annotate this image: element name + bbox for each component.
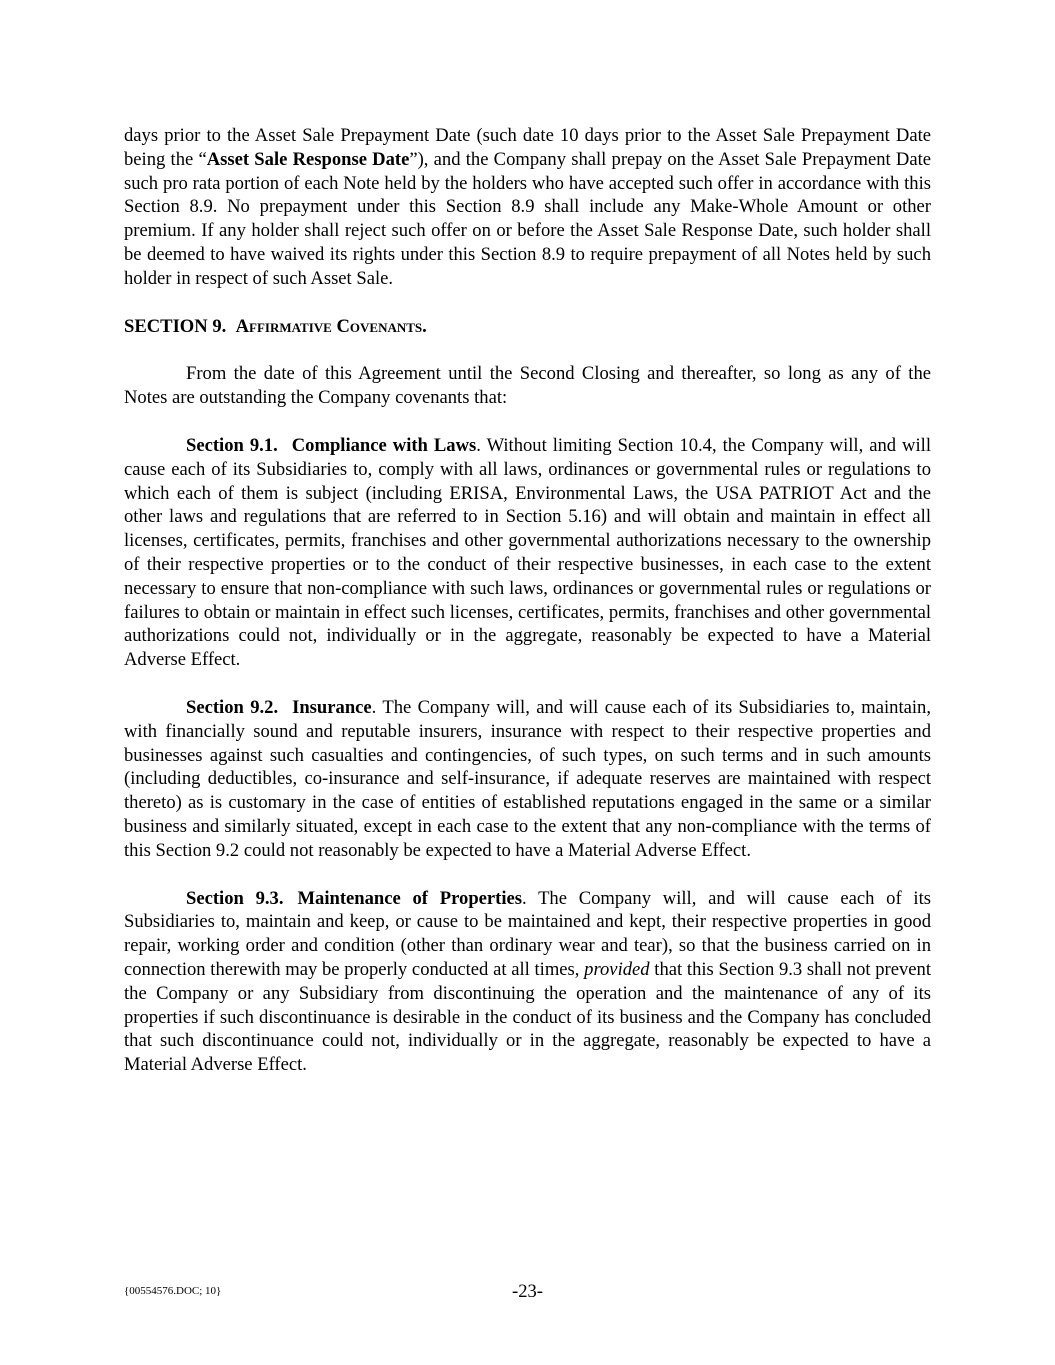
intro-paragraph: From the date of this Agreement until the Second Closing and thereafter, so long as any of the Notes are outstanding the Company covenants that: <box>124 363 931 409</box>
footer-document-id: {00554576.DOC; 10} <box>124 1285 222 1297</box>
section-heading-number: SECTION 9. <box>124 315 227 337</box>
italic-term: provided <box>584 958 650 980</box>
section-title: Compliance with Laws <box>291 434 477 456</box>
section-9-2-paragraph <box>124 696 931 863</box>
paragraph-text: ”), and the Company shall prepay on the Asset Sale Prepayment Date such pro rata portion of each Note held by the holders who have accepted such offer in accordance with this Section 8.9. No prepayment under this Section 8.9 shall include any Make-Whole Amount or other premium. If any holder shall reject such offer on or before the Asset Sale Response Date, such holder shall be deemed to have waived its rights under this Section 8.9 to require prepayment of all Notes held by such holder in respect of such Asset Sale. <box>124 148 931 289</box>
section-number: Section 9.2. <box>186 696 279 718</box>
section-body: . The Company will, and will cause each of its Subsidiaries to, maintain and keep, or cause to be maintained and kept, their respective properties in good repair, working order and condition (other than ordinary wear and tear), so that the business carried on in connection therewith may be properly conducted at all times, <box>124 887 931 980</box>
section-heading <box>124 315 931 339</box>
section-9-3-paragraph <box>124 887 931 1077</box>
defined-term: Asset Sale Response Date <box>206 148 410 170</box>
section-number: Section 9.3. <box>186 887 284 909</box>
section-body: . The Company will, and will cause each of its Subsidiaries to, maintain, with financially sound and reputable insurers, insurance with respect to their respective properties and businesses against such casualties and contingencies, of such types, on such terms and in such amounts (including deductibles, co-insurance and self-insurance, if adequate reserves are maintained with respect thereto) as is customary in the case of entities of established reputations engaged in the same or a similar business and similarly situated, except in each case to the extent that any non-compliance with the terms of this Section 9.2 could not reasonably be expected to have a Material Adverse Effect. <box>124 696 931 861</box>
section-title: Maintenance of Properties <box>297 887 523 909</box>
paragraph-text: days prior to the Asset Sale Prepayment Date (such date 10 days prior to the Asset Sale Prepayment Date being the “ <box>124 125 931 170</box>
continued-paragraph <box>124 124 931 291</box>
page-body <box>124 124 931 1077</box>
section-number: Section 9.1. <box>186 434 278 456</box>
section-body: . Without limiting Section 10.4, the Company will, and will cause each of its Subsidiaries to, comply with all laws, ordinances or governmental rules or regulations to which each of them is subject (including ERISA, Environmental Laws, the USA PATRIOT Act and the other laws and regulations that are referred to in Section 5.16) and will obtain and maintain in effect all licenses, certificates, permits, franchises and other governmental authorizations necessary to the ownership of their respective properties or to the conduct of their respective businesses, in each case to the extent necessary to ensure that non-compliance with such laws, ordinances or governmental rules or regulations or failures to obtain or maintain in effect such licenses, certificates, permits, franchises and other governmental authorizations could not, individually or in the aggregate, reasonably be expected to have a Material Adverse Effect. <box>124 434 931 671</box>
section-title: Insurance <box>292 696 372 718</box>
footer-page-number: -23- <box>512 1281 543 1302</box>
section-heading-title: Affirmative Covenants. <box>235 315 427 337</box>
section-9-1-paragraph <box>124 434 931 672</box>
section-body: that this Section 9.3 shall not prevent the Company or any Subsidiary from discontinuing the operation and the maintenance of any of its properties if such discontinuance is desirable in the conduct of its business and the Company has concluded that such discontinuance could not, individually or in the aggregate, reasonably be expected to have a Material Adverse Effect. <box>124 958 932 1076</box>
